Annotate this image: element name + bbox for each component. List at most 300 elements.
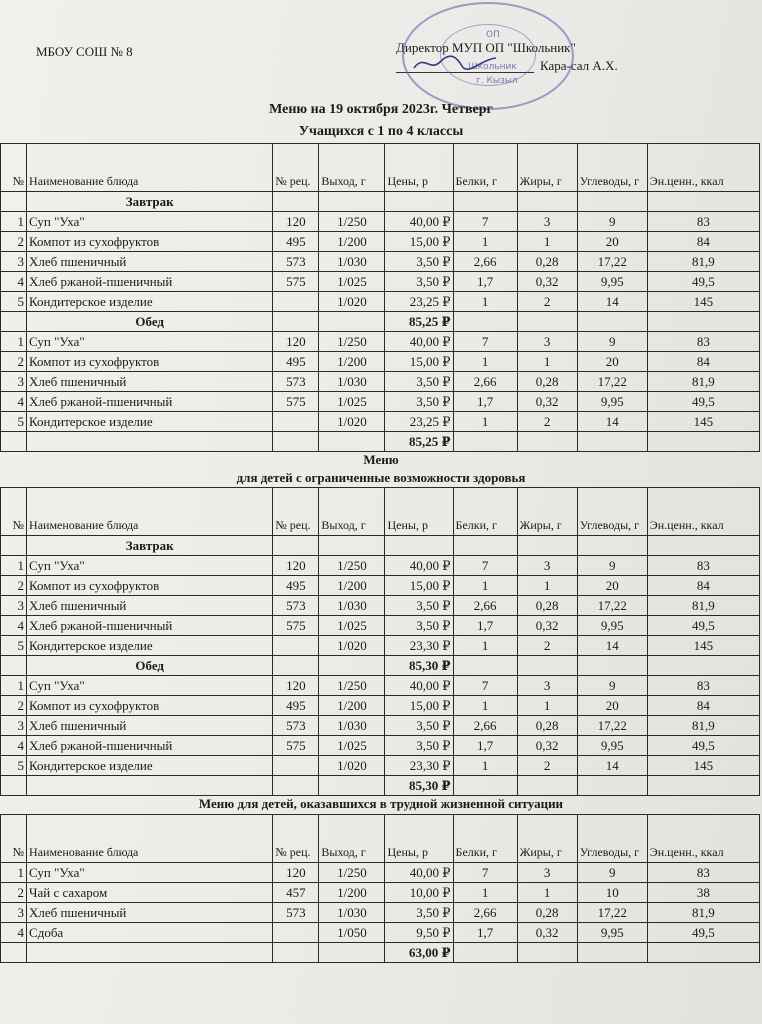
table-cell: 2 <box>1 883 27 903</box>
table-row <box>1 756 760 776</box>
table-cell: 1 <box>453 352 517 372</box>
table-cell: 23,25 ₽ <box>385 292 453 312</box>
table-cell: 2,66 <box>453 252 517 272</box>
column-header: Цены, р <box>385 144 453 192</box>
table-row <box>1 736 760 756</box>
table-cell: 40,00 ₽ <box>385 332 453 352</box>
table-header-row <box>1 488 760 536</box>
empty-cell <box>1 536 27 556</box>
table-cell: 20 <box>577 576 647 596</box>
empty-cell <box>453 536 517 556</box>
empty-cell <box>647 943 759 963</box>
table-row <box>1 332 760 352</box>
table-cell: 9,95 <box>577 392 647 412</box>
menu-title-2: Меню <box>363 452 399 467</box>
meal-group-row <box>1 312 760 332</box>
table-cell: 10 <box>577 883 647 903</box>
table-cell: 81,9 <box>647 372 759 392</box>
table-row <box>1 352 760 372</box>
table-cell: 17,22 <box>577 716 647 736</box>
table-cell: 84 <box>647 352 759 372</box>
table-cell <box>273 923 319 943</box>
director-title: Директор МУП ОП "Школьник" <box>396 40 576 55</box>
table-cell: 3,50 ₽ <box>385 736 453 756</box>
table-cell: Суп "Уха" <box>27 556 273 576</box>
table-cell: 495 <box>273 576 319 596</box>
table-cell: 9 <box>577 212 647 232</box>
empty-cell <box>27 943 273 963</box>
table-cell: 1,7 <box>453 392 517 412</box>
group-total: 85,30 ₽ <box>385 656 453 676</box>
table-cell: Компот из сухофруктов <box>27 352 273 372</box>
table-cell: Кондитерское изделие <box>27 412 273 432</box>
table-cell: 1/200 <box>319 232 385 252</box>
table-cell: 1/020 <box>319 292 385 312</box>
total-row <box>1 776 760 796</box>
empty-cell <box>1 312 27 332</box>
meal-group-row <box>1 656 760 676</box>
table-cell: 1 <box>1 863 27 883</box>
empty-cell <box>453 312 517 332</box>
table-cell: 1/020 <box>319 756 385 776</box>
table-cell: 2,66 <box>453 372 517 392</box>
table-cell: 2,66 <box>453 716 517 736</box>
empty-cell <box>273 776 319 796</box>
table-cell: 1 <box>1 332 27 352</box>
menu-subtitle-2: для детей с ограниченные возможности здоровья <box>236 470 526 485</box>
table-cell: 15,00 ₽ <box>385 352 453 372</box>
table-cell: 1/200 <box>319 352 385 372</box>
table-cell: 7 <box>453 332 517 352</box>
empty-cell <box>319 943 385 963</box>
table-cell: 2 <box>517 292 577 312</box>
table-cell: 1 <box>453 883 517 903</box>
menu-subtitle-1: Учащихся с 1 по 4 классы <box>298 124 464 139</box>
meal-name: Обед <box>27 656 273 676</box>
column-header: Цены, р <box>385 488 453 536</box>
table-cell: 3,50 ₽ <box>385 716 453 736</box>
empty-cell <box>273 432 319 452</box>
table-cell: 14 <box>577 412 647 432</box>
table-row <box>1 576 760 596</box>
empty-cell <box>517 536 577 556</box>
column-header: Углеводы, г <box>577 144 647 192</box>
empty-cell <box>27 432 273 452</box>
table-cell: 3,50 ₽ <box>385 392 453 412</box>
table-cell: 84 <box>647 232 759 252</box>
empty-cell <box>647 192 759 212</box>
table-cell: 1/025 <box>319 736 385 756</box>
column-header: № <box>1 144 27 192</box>
table-cell: 1 <box>453 292 517 312</box>
table-cell: 49,5 <box>647 392 759 412</box>
table-cell: 1/020 <box>319 412 385 432</box>
table-cell: 4 <box>1 923 27 943</box>
table-cell: 3,50 ₽ <box>385 272 453 292</box>
table-cell: 5 <box>1 412 27 432</box>
empty-cell <box>385 192 453 212</box>
table-cell: 1/200 <box>319 883 385 903</box>
table-cell: 40,00 ₽ <box>385 863 453 883</box>
table-cell: Кондитерское изделие <box>27 756 273 776</box>
table-cell: 120 <box>273 863 319 883</box>
table-cell: 9 <box>577 676 647 696</box>
meal-name: Завтрак <box>27 192 273 212</box>
menu-table-2 <box>0 487 760 796</box>
menu-table-3 <box>0 814 760 963</box>
table-cell: 145 <box>647 292 759 312</box>
empty-cell <box>319 656 385 676</box>
empty-cell <box>647 656 759 676</box>
column-header: Наименование блюда <box>27 144 273 192</box>
empty-cell <box>517 943 577 963</box>
column-header: Жиры, г <box>517 144 577 192</box>
table-cell: 145 <box>647 412 759 432</box>
table-cell: 0,28 <box>517 716 577 736</box>
table-cell: 1 <box>453 756 517 776</box>
table-cell: 9,50 ₽ <box>385 923 453 943</box>
table-cell: 9 <box>577 863 647 883</box>
table-cell: Суп "Уха" <box>27 676 273 696</box>
table-cell: 23,25 ₽ <box>385 412 453 432</box>
table-cell: 17,22 <box>577 596 647 616</box>
table-cell: 7 <box>453 212 517 232</box>
table-cell: 0,28 <box>517 252 577 272</box>
table-cell: Хлеб ржаной-пшеничный <box>27 736 273 756</box>
table-cell: 23,30 ₽ <box>385 756 453 776</box>
empty-cell <box>453 192 517 212</box>
meal-name: Обед <box>27 312 273 332</box>
table-cell: 7 <box>453 676 517 696</box>
table-cell: 1 <box>453 696 517 716</box>
table-cell: 81,9 <box>647 596 759 616</box>
menu-table-1 <box>0 143 760 452</box>
table-cell: 573 <box>273 372 319 392</box>
table-cell: 17,22 <box>577 372 647 392</box>
table-row <box>1 696 760 716</box>
table-cell: 17,22 <box>577 252 647 272</box>
table-cell: 9 <box>577 556 647 576</box>
table-cell: 3 <box>517 212 577 232</box>
table-cell: Кондитерское изделие <box>27 292 273 312</box>
table-cell: 1 <box>517 576 577 596</box>
empty-cell <box>319 432 385 452</box>
column-header: Наименование блюда <box>27 815 273 863</box>
column-header: Цены, р <box>385 815 453 863</box>
table-cell: 2 <box>1 576 27 596</box>
table-cell: 49,5 <box>647 736 759 756</box>
table-cell: 1,7 <box>453 923 517 943</box>
table-row <box>1 292 760 312</box>
table-row <box>1 883 760 903</box>
table-cell: 3 <box>1 903 27 923</box>
empty-cell <box>273 656 319 676</box>
column-header: Эн.ценн., ккал <box>647 488 759 536</box>
table-cell: 1/030 <box>319 903 385 923</box>
table-cell: 1/200 <box>319 576 385 596</box>
table-cell: 3 <box>1 596 27 616</box>
column-header: Наименование блюда <box>27 488 273 536</box>
table-cell: Суп "Уха" <box>27 332 273 352</box>
table-row <box>1 596 760 616</box>
column-header: Выход, г <box>319 144 385 192</box>
table-cell: Хлеб пшеничный <box>27 252 273 272</box>
table-cell: 1/250 <box>319 556 385 576</box>
final-total: 63,00 ₽ <box>385 943 453 963</box>
table-cell: Хлеб пшеничный <box>27 596 273 616</box>
column-header: Белки, г <box>453 144 517 192</box>
empty-cell <box>453 432 517 452</box>
table-cell: 1 <box>517 352 577 372</box>
table-cell: 575 <box>273 272 319 292</box>
signature-icon <box>410 50 500 76</box>
table-cell: 3 <box>517 556 577 576</box>
empty-cell <box>577 776 647 796</box>
empty-cell <box>517 656 577 676</box>
table-cell: Суп "Уха" <box>27 863 273 883</box>
table-cell: 0,28 <box>517 903 577 923</box>
table-cell: 81,9 <box>647 252 759 272</box>
table-cell: 5 <box>1 292 27 312</box>
column-header: Эн.ценн., ккал <box>647 815 759 863</box>
table-cell: 2,66 <box>453 596 517 616</box>
table-cell: Компот из сухофруктов <box>27 576 273 596</box>
empty-cell <box>517 776 577 796</box>
empty-cell <box>1 192 27 212</box>
table-cell: Хлеб ржаной-пшеничный <box>27 272 273 292</box>
table-row <box>1 636 760 656</box>
table-cell: 49,5 <box>647 272 759 292</box>
table-cell: 2 <box>1 352 27 372</box>
empty-cell <box>517 432 577 452</box>
table-cell: 0,32 <box>517 392 577 412</box>
empty-cell <box>1 432 27 452</box>
table-cell: Сдоба <box>27 923 273 943</box>
table-cell: Хлеб пшеничный <box>27 716 273 736</box>
table-cell: 1 <box>1 212 27 232</box>
table-cell: 457 <box>273 883 319 903</box>
table-cell: 15,00 ₽ <box>385 232 453 252</box>
table-cell: 83 <box>647 676 759 696</box>
table-cell: 1/030 <box>319 596 385 616</box>
table-row <box>1 903 760 923</box>
table-row <box>1 212 760 232</box>
group-total: 85,25 ₽ <box>385 312 453 332</box>
table-cell: 120 <box>273 556 319 576</box>
table-cell: 2 <box>1 696 27 716</box>
table-cell: 83 <box>647 332 759 352</box>
empty-cell <box>1 776 27 796</box>
table-cell: 1 <box>517 883 577 903</box>
table-cell: 5 <box>1 756 27 776</box>
table-cell: Кондитерское изделие <box>27 636 273 656</box>
column-header: Выход, г <box>319 815 385 863</box>
table-cell: 4 <box>1 392 27 412</box>
table-cell: 1/030 <box>319 252 385 272</box>
table-cell: 1 <box>1 676 27 696</box>
table-cell: 40,00 ₽ <box>385 212 453 232</box>
stamp-text-op: ОП <box>486 30 500 40</box>
table-cell: 0,28 <box>517 596 577 616</box>
empty-cell <box>453 943 517 963</box>
table-cell: 3 <box>1 252 27 272</box>
table-cell <box>273 636 319 656</box>
empty-cell <box>319 312 385 332</box>
meal-group-row <box>1 536 760 556</box>
table-cell: 1/020 <box>319 636 385 656</box>
table-cell: 38 <box>647 883 759 903</box>
table-cell: 1/025 <box>319 272 385 292</box>
table-cell: 573 <box>273 596 319 616</box>
table-cell: 4 <box>1 272 27 292</box>
table-cell: 495 <box>273 696 319 716</box>
table-cell: Компот из сухофруктов <box>27 232 273 252</box>
table-cell: 1/250 <box>319 332 385 352</box>
table-cell: Хлеб пшеничный <box>27 372 273 392</box>
table-cell: 23,30 ₽ <box>385 636 453 656</box>
column-header: № рец. <box>273 488 319 536</box>
school-name: МБОУ СОШ № 8 <box>36 44 133 59</box>
table-cell: 1 <box>453 412 517 432</box>
table-cell: 3,50 ₽ <box>385 903 453 923</box>
table-cell: 40,00 ₽ <box>385 676 453 696</box>
table-cell: 7 <box>453 863 517 883</box>
table-row <box>1 252 760 272</box>
table-cell: 0,32 <box>517 923 577 943</box>
table-cell: 1/030 <box>319 372 385 392</box>
table-header-row <box>1 144 760 192</box>
column-header: Углеводы, г <box>577 815 647 863</box>
table-row <box>1 392 760 412</box>
table-cell: 10,00 ₽ <box>385 883 453 903</box>
table-cell: Хлеб ржаной-пшеничный <box>27 392 273 412</box>
table-cell: 1,7 <box>453 272 517 292</box>
column-header: Жиры, г <box>517 488 577 536</box>
table-row <box>1 676 760 696</box>
final-total: 85,30 ₽ <box>385 776 453 796</box>
table-cell: 1 <box>453 636 517 656</box>
table-cell: 3 <box>517 863 577 883</box>
table-cell: 575 <box>273 616 319 636</box>
table-cell: 3,50 ₽ <box>385 616 453 636</box>
table-row <box>1 923 760 943</box>
table-cell: 1/050 <box>319 923 385 943</box>
column-header: Выход, г <box>319 488 385 536</box>
table-cell: 1,7 <box>453 736 517 756</box>
table-cell: 83 <box>647 863 759 883</box>
column-header: Углеводы, г <box>577 488 647 536</box>
table-cell: 3 <box>517 332 577 352</box>
empty-cell <box>647 312 759 332</box>
table-cell <box>273 412 319 432</box>
table-cell: 17,22 <box>577 903 647 923</box>
empty-cell <box>647 776 759 796</box>
table-cell: 9,95 <box>577 272 647 292</box>
empty-cell <box>577 192 647 212</box>
empty-cell <box>27 776 273 796</box>
empty-cell <box>577 656 647 676</box>
table-cell: 575 <box>273 736 319 756</box>
stamp-text-school: Школьник <box>468 62 517 72</box>
empty-cell <box>517 192 577 212</box>
table-cell: 0,32 <box>517 272 577 292</box>
table-cell: 1/200 <box>319 696 385 716</box>
total-row <box>1 432 760 452</box>
table-cell: 1/250 <box>319 676 385 696</box>
menu-title-1: Меню на 19 октября 2023г. Четверг <box>269 102 493 117</box>
table-cell: 3,50 ₽ <box>385 372 453 392</box>
table-cell: 3 <box>1 716 27 736</box>
table-row <box>1 232 760 252</box>
meal-group-row <box>1 192 760 212</box>
table-cell: 1/250 <box>319 212 385 232</box>
table-cell: 120 <box>273 676 319 696</box>
table-cell: 1 <box>453 576 517 596</box>
table-cell: 495 <box>273 232 319 252</box>
table-cell: 83 <box>647 556 759 576</box>
table-cell: 573 <box>273 716 319 736</box>
table-cell: 84 <box>647 696 759 716</box>
table-cell: Суп "Уха" <box>27 212 273 232</box>
table-cell: 120 <box>273 332 319 352</box>
menu-title-3: Меню для детей, оказавшихся в трудной жизненной ситуации <box>198 796 564 811</box>
empty-cell <box>319 536 385 556</box>
stamp-text-city: г. Кызыл <box>476 76 518 86</box>
empty-cell <box>1 943 27 963</box>
column-header: № рец. <box>273 144 319 192</box>
table-cell: 1/250 <box>319 863 385 883</box>
table-header-row <box>1 815 760 863</box>
table-cell: Чай с сахаром <box>27 883 273 903</box>
total-row <box>1 943 760 963</box>
table-cell: 1 <box>1 556 27 576</box>
table-cell: 120 <box>273 212 319 232</box>
final-total: 85,25 ₽ <box>385 432 453 452</box>
table-cell: 9,95 <box>577 923 647 943</box>
empty-cell <box>577 943 647 963</box>
table-cell: 573 <box>273 252 319 272</box>
table-cell: 49,5 <box>647 923 759 943</box>
table-cell: 15,00 ₽ <box>385 696 453 716</box>
table-cell: 9,95 <box>577 736 647 756</box>
table-row <box>1 863 760 883</box>
table-cell: 2 <box>1 232 27 252</box>
table-cell: 20 <box>577 232 647 252</box>
meal-name: Завтрак <box>27 536 273 556</box>
table-cell: 81,9 <box>647 903 759 923</box>
empty-cell <box>385 536 453 556</box>
empty-cell <box>273 943 319 963</box>
empty-cell <box>319 192 385 212</box>
table-cell: 1,7 <box>453 616 517 636</box>
empty-cell <box>453 776 517 796</box>
table-cell: 4 <box>1 736 27 756</box>
table-cell: 3 <box>517 676 577 696</box>
table-cell: 2 <box>517 636 577 656</box>
table-cell: Хлеб пшеничный <box>27 903 273 923</box>
table-cell: 3 <box>1 372 27 392</box>
table-cell <box>273 756 319 776</box>
table-row <box>1 556 760 576</box>
empty-cell <box>273 312 319 332</box>
table-cell: 7 <box>453 556 517 576</box>
column-header: № <box>1 815 27 863</box>
table-cell: 2 <box>517 412 577 432</box>
table-cell <box>273 292 319 312</box>
table-row <box>1 716 760 736</box>
table-cell: 573 <box>273 903 319 923</box>
table-row <box>1 412 760 432</box>
